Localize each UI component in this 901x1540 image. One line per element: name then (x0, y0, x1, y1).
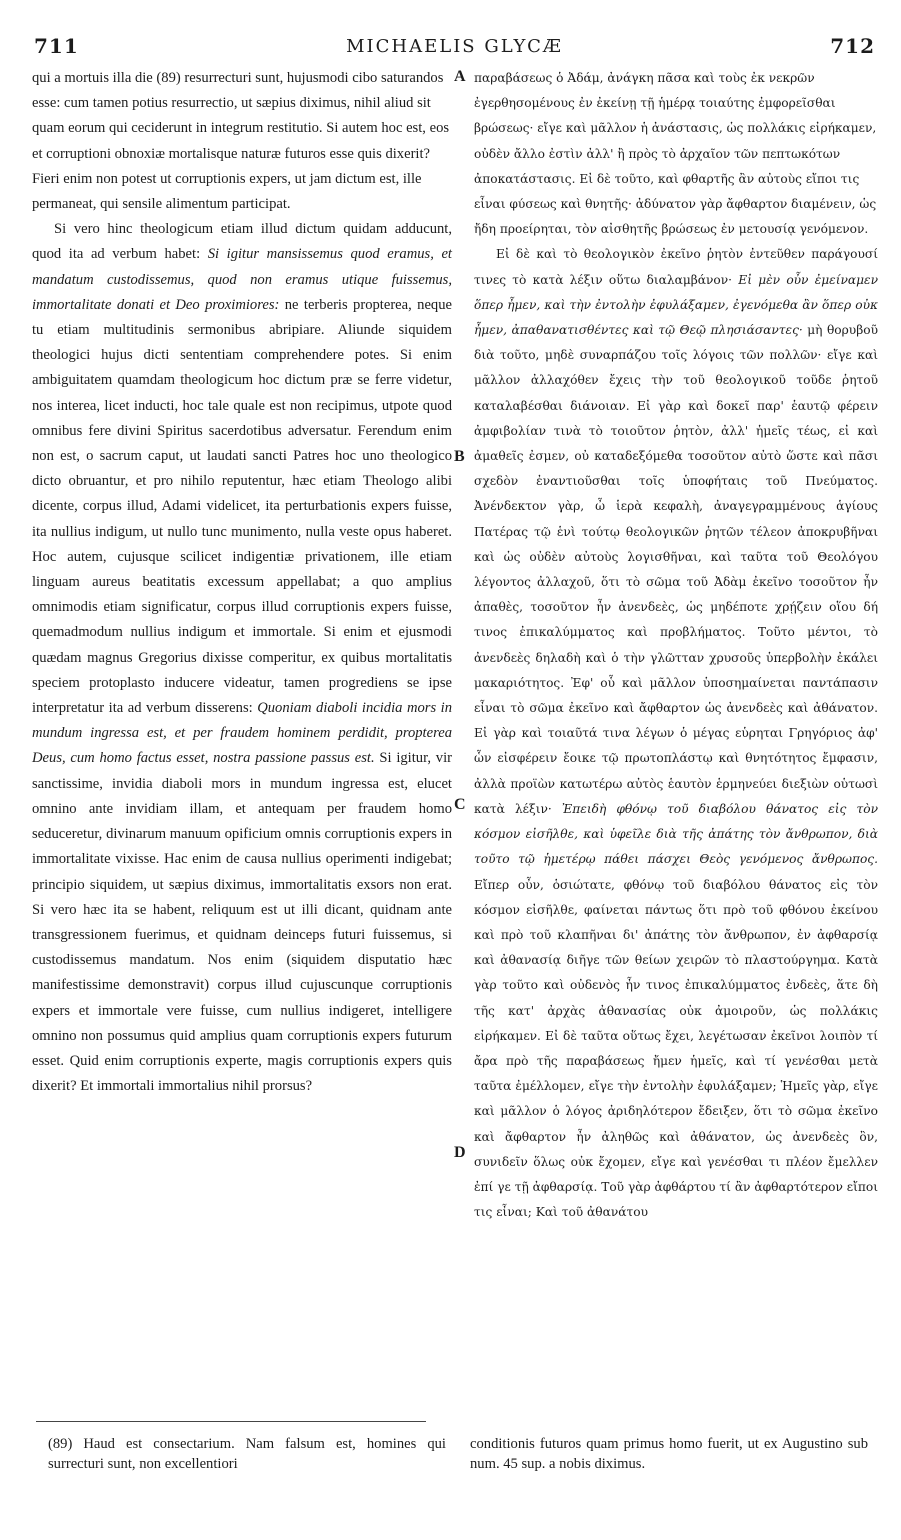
margin-markers (452, 66, 472, 1406)
greek-text: Εἰ δὲ καὶ τὸ θεολογικὸν ἐκεῖνο ῥητὸν ἐντεῦθεν παράγουσί τινες τὸ κατὰ λέξιν οὕτω διαλαμβάνον· (474, 247, 878, 287)
running-title: MICHAELIS GLYCÆ (346, 36, 563, 57)
marker-b: B (454, 448, 465, 465)
greek-column (474, 66, 878, 1225)
footnote-right: conditionis futuros quam primus homo fuerit, ut ex Augustino sub num. 45 sup. a nobis diximus. (470, 1436, 868, 1472)
greek-quotation: Εἰ μὲν οὖν ἐμείναμεν ὅπερ ἦμεν, καὶ τὴν ἐντολὴν ἐφυλάξαμεν, ἐγενόμεθα ἂν ὅπερ οὐκ ἦμεν, ἀπαθανατισθέντες καὶ τῷ Θεῷ πλησιάσαντες· (474, 272, 878, 338)
latin-paragraph (32, 217, 452, 1099)
greek-quotation: Ἐπειδὴ φθόνῳ τοῦ διαβόλου θάνατος εἰς τὸν κόσμον εἰσῆλθε, καὶ ὑφεῖλε διὰ τῆς ἀπάτης τὸν ἄνθρωπον, διὰ τοῦτο τῷ ἡμετέρῳ πάθει πάσχει Θεὸς γενόμενος ἄνθρωπος. (474, 801, 878, 867)
latin-text: ne terberis propterea, neque tu etiam multitudinis sermonibus abripiare. Aliunde siquidem theologici hujus dicti sententiam comprehendere potes. Si enim ambiguitatem quamdam theologicum hoc dictum præ se ferre videtur, nos interea, licet inducti, hoc tale quale est non recipimus, utpote quod omnibus fere divini Spiritus sacerdotibus adversatur. Ferendum enim non est, o sacrum caput, ut laudati sancti Patres hoc uno theologico dicto obruantur, et pro nihilo reputentur, hæc etiam Theologo alibi dicente, corpus illud, Adami videlicet, ita perturbationis expers fuisse, ita nullius indigum, ut nullo tunc munimento, nulla veste opus haberet. Hoc autem, cujusque scilicet indigentiæ privationem, ille etiam linguam aureus beatitatis excessum appellabat; a quo amplius omnimodis etiam significatur, corpus illud corruptionis expers fuisse, quemadmodum nullius indigum et immortale. Si enim et ejusmodi quædam magnus Gregorius dixisse comperitur, ex quibus mortalitatis speciem protoplasto inducere videatur, tamen progrediens se ipse interpretatur ita ad verbum disserens: (32, 296, 452, 717)
latin-text: Si igitur, vir sanctissime, invidia diaboli mors in mundum ingressa est, elucet omnino ante invidiam illam, et antequam per fraudem homo seduceretur, divinarum manuum opificium omnis corruptionis expers in immortalitate vixisse. Hac enim de causa nullius operimenti indigebat; principio siquidem, ut sæpius diximus, immortalitatis exsors non erat. Si vero hæc ita se habent, reliquum est ut illi dicant, quidnam ante transgressionem fuerimus, et quidnam deinceps futuri fuissemus, si custodissemus mandatum. Nos enim (siquidem disputatio hæc manifestissime demonstravit) corpus illud cujuscunque corruptionis expers et immortale vere fuisse, cum nullius indigeret, intelligere omnino non possumus quid amplius quam corruptionis expers futurum esset. Quid enim corruptionis experte, magis corruptionis expers quis dixerit? Et immortali immortalius nihil prorsus? (32, 750, 452, 1095)
marker-a: A (454, 68, 466, 85)
footnote-left: (89) Haud est consectarium. Nam falsum est, homines qui surrecturi sunt, non excellentiori (48, 1436, 446, 1472)
latin-paragraph: qui a mortuis illa die (89) resurrecturi sunt, hujusmodi cibo saturandos esse: cum tamen potius resurrectio, ut sæpius diximus, nihil aliud sit quam eorum qui ceciderunt in integrum restitutio. Si autem hoc est, eos et corruptioni obnoxiæ mortalisque naturæ futuros esse quis dixerit? Fieri enim non potest ut corruptionis expers, ut jam dictum est, ille permaneat, qui sensile alimentum participat. (32, 70, 450, 213)
greek-paragraph (474, 242, 878, 1225)
right-page-number: 712 (830, 34, 875, 58)
greek-text: μὴ θορυβοῦ διὰ τοῦτο, μηδὲ συναρπάζου τοῖς λόγοις τῶν πολλῶν· εἴγε καὶ μᾶλλον ἀλλαχόθεν ἔχεις τὴν τοῦ θεολογικοῦ τοῦδε ῥητοῦ καταλαβέσθαι διάνοιαν. Εἰ γὰρ καὶ δοκεῖ παρ' ἑαυτῷ φέρειν ἀμφιβολίαν τινὰ τὸ τοιοῦτον ῥητὸν, ἀλλ' ἡμεῖς τέως, εἰ καὶ ἀμαθεῖς ἐσμεν, οὐ καταδεξόμεθα τοσοῦτον αὐτὸ ὥστε καὶ πᾶσι σχεδὸν ἐναντιοῦσθαι τοῖς ὑποφήταις τοῦ Πνεύματος. Ἀνένδεκτον γὰρ, ὦ ἱερὰ κεφαλὴ, ἀναγεγραμμένους ἁγίους Πατέρας τῷ ἑνὶ τούτῳ θεολογικῶν ῥητῶν τέλεον ἀποκρυβῆναι καὶ ὡς οὐδὲν αὐτοὺς λογισθῆναι, καὶ ταῦτα τοῦ Θεολόγου λέγοντος ἀλλαχοῦ, ὅτι τὸ σῶμα τοῦ Ἀδὰμ ἐκεῖνο τοσοῦτον ἦν ἀπαθὲς, τοσοῦτον ἦν ἀνενδεὲς, ὡς μηδέποτε χρῄζειν οἵου δή τινος ἐπικαλύμματος καὶ προβλήματος. Τοῦτο μέντοι, τὸ ἀνενδεὲς δηλαδὴ καὶ ὁ τὴν γλῶτταν χρυσοῦς ὑπερβολὴν ἐκάλει μακαριότητος. Ἐφ' οὗ καὶ μᾶλλον ὑποσημαίνεται παντάπασιν εἶναι τὸ σῶμα ἐκεῖνο καὶ ἄφθαρτον ὡς ἀνενδεὲς καὶ ἀθάνατον. Εἰ γὰρ καὶ τοιαῦτά τινα λέγων ὁ μέγας εὑρηται Γρηγόριος ἀφ' ὧν εἰσφέρειν ἔοικε τῷ πρωτοπλάστῳ καὶ θνητότητος ἔμφασιν, ἀλλὰ προϊὼν κατωτέρω αὐτὸς ἑαυτὸν ἑρμηνεύει διεξιὼν οὑτωσὶ κατὰ λέξιν· (474, 323, 878, 816)
left-page-number: 711 (34, 34, 79, 58)
latin-quotation: Quoniam diaboli incidia mors in mundum ingressa est, et per fraudem hominem perdidit, propterea Deus, cum homo factus esset, nostra passione passus est. (32, 700, 453, 767)
marker-d: D (454, 1144, 466, 1161)
greek-paragraph: παραβάσεως ὁ Ἀδάμ, ἀνάγκη πᾶσα καὶ τοὺς ἐκ νεκρῶν ἐγερθησομένους ἐν ἐκείνῃ τῇ ἡμέρᾳ τοιαύτης ἐμφορεῖσθαι βρώσεως· εἴγε καὶ μᾶλλον ἡ ἀνάστασις, ὡς πολλάκις εἰρήκαμεν, οὐδὲν ἄλλο ἐστὶν ἀλλ' ἢ πρὸς τὸ ἀρχαῖον τῶν πεπτωκότων ἀποκατάστασις. Εἰ δὲ τοῦτο, καὶ φθαρτῆς ἂν αὐτοὺς εἴποι τις εἶναι φύσεως καὶ θνητῆς· ἀδύνατον γὰρ ἄφθαρτον διαμένειν, ὡς ἤδη προείρηται, τὸν αἰσθητῆς βρώσεως ἐν μετουσίᾳ γενόμενον. (474, 71, 877, 237)
latin-text: Si vero hinc theologicum etiam illud dictum quidam adducunt, quod ita ad verbum habet: (32, 221, 452, 263)
footnote-divider (36, 1421, 426, 1422)
marker-c: C (454, 796, 466, 813)
greek-text: Εἴπερ οὖν, ὁσιώτατε, φθόνῳ τοῦ διαβόλου θάνατος εἰς τὸν κόσμον εἰσῆλθε, φαίνεται πάντως ὅτι πρὸ τοῦ φθόνου ἐκείνου καὶ πρὸ τοῦ κλαπῆναι δι' ἀπάτης τὸν ἄνθρωπον, ἐν ἀφθαρσίᾳ καὶ ἀθανασίᾳ διῆγε τῶν θείων χειρῶν τὸ πλαστούργημα. Κατὰ γὰρ τοῦτο καὶ οὐδενὸς ἦν τινος ἐπικαλύμματος ἐνδεὲς, ἅτε δὴ τῆς κατ' ἀρχὰς ἀθανασίας οὐκ ἀμοιροῦν, ὡς πολλάκις εἰρήκαμεν. Εἰ δὲ ταῦτα οὕτως ἔχει, λεγέτωσαν ἐκεῖνοι λοιπὸν τί ἄρα πρὸ τῆς παραβάσεως ἤμεν ἡμεῖς, καὶ τί γενέσθαι μετὰ ταῦτα ἐμέλλομεν, εἴγε τὴν ἐντολὴν ἐφυλάξαμεν; Ἡμεῖς γὰρ, εἴγε καὶ μᾶλλον ὁ λόγος ἀριδηλότερον ἔδειξεν, ὅτι τὸ σῶμα ἐκεῖνο καὶ ἄφθαρτον ἦν ἀληθῶς καὶ ἀθάνατον, ὡς ἀνενδεὲς ὂν, συνιδεῖν ὅλως οὐκ ἔχομεν, εἴγε καὶ γενέσθαι τι πλέον ἔμελλεν ἐπί γε τῇ ἀφθαρσίᾳ. Τοῦ γὰρ ἀφθάρτου τί ἂν ἀφθαρτότερον εἴποι τις εἶναι; Καὶ τοῦ ἀθανάτου (474, 877, 878, 1220)
latin-quotation: Si igitur mansissemus quod eramus, et mandatum custodissemus, quod non eramus utique fuissemus, immortalitate donati et Deo proximiores: (32, 246, 452, 313)
running-header (30, 30, 879, 64)
latin-column (32, 66, 452, 1099)
